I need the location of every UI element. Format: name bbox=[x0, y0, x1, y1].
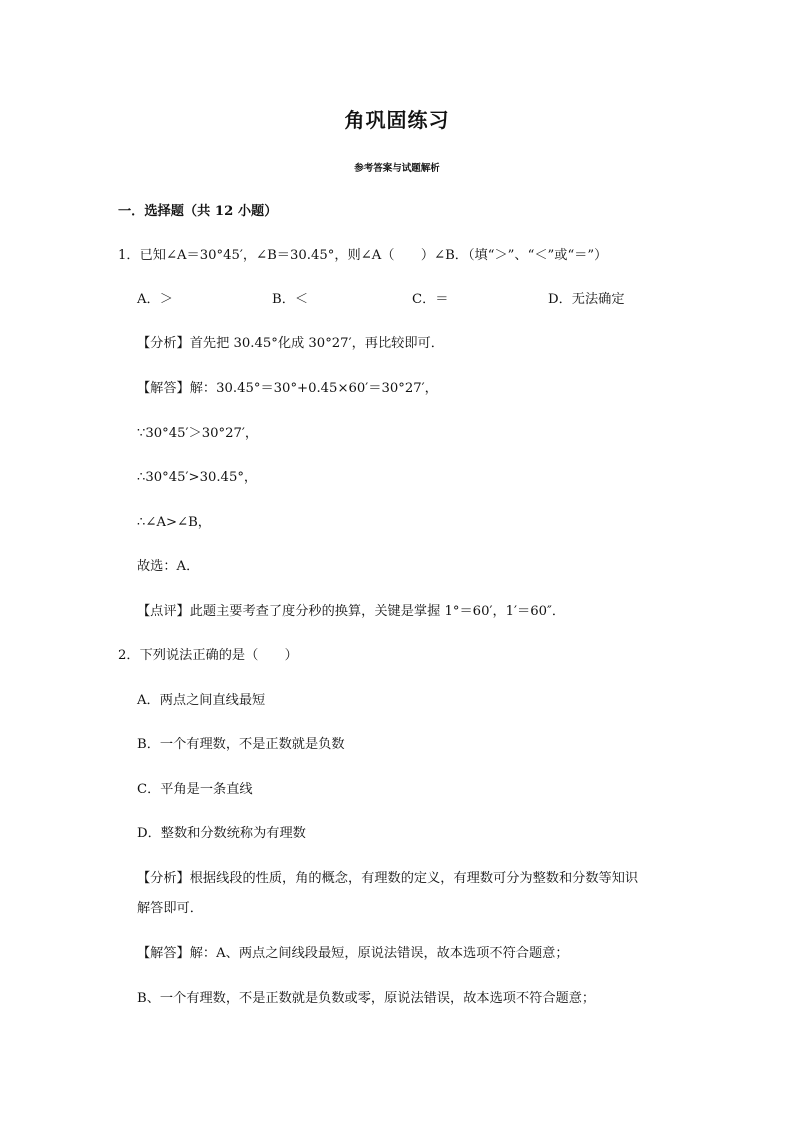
q2-answer-line2: B、一个有理数，不是正数就是负数或零，原说法错误，故本选项不符合题意； bbox=[137, 991, 596, 1006]
q1-analysis: 【分析】首先把 30.45°化成 30°27′，再比较即可． bbox=[137, 336, 444, 351]
q1-option-a: A．＞ bbox=[137, 292, 173, 307]
q1-option-c: C．＝ bbox=[412, 292, 449, 307]
page-subtitle: 参考答案与试题解析 bbox=[354, 163, 440, 174]
q1-option-b: B．＜ bbox=[272, 292, 309, 307]
q1-step-1: ∵30°45′＞30°27′， bbox=[137, 426, 259, 441]
q1-step-2: ∴30°45′>30.45°， bbox=[137, 470, 258, 485]
q2-option-a: A．两点之间直线最短 bbox=[137, 693, 266, 708]
q2-analysis-line1: 【分析】根据线段的性质，角的概念，有理数的定义，有理数可分为整数和分数等知识 bbox=[137, 871, 639, 886]
q2-stem: 2．下列说法正确的是（ ） bbox=[118, 648, 298, 663]
q2-analysis-line2: 解答即可． bbox=[137, 901, 203, 916]
q1-option-d: D．无法确定 bbox=[548, 292, 625, 307]
page-title: 角巩固练习 bbox=[344, 108, 450, 132]
q1-stem: 1．已知∠A＝30°45′，∠B＝30.45°，则∠A（ ）∠B．（填“＞”、“＜”或“＝”） bbox=[118, 248, 608, 263]
q1-step-4: 故选：A． bbox=[137, 559, 200, 574]
q2-option-d: D．整数和分数统称为有理数 bbox=[137, 826, 306, 841]
q1-answer: 【解答】解：30.45°＝30°+0.45×60′＝30°27′， bbox=[137, 381, 438, 396]
q2-answer-line1: 【解答】解：A、两点之间线段最短，原说法错误，故本选项不符合题意； bbox=[137, 946, 569, 961]
q2-option-b: B．一个有理数，不是正数就是负数 bbox=[137, 737, 345, 752]
section-heading: 一．选择题（共 12 小题） bbox=[118, 204, 278, 219]
q2-option-c: C．平角是一条直线 bbox=[137, 782, 253, 797]
q1-comment: 【点评】此题主要考查了度分秒的换算，关键是掌握 1°＝60′，1′＝60″． bbox=[137, 604, 566, 619]
q1-step-3: ∴∠A>∠B， bbox=[137, 515, 211, 530]
